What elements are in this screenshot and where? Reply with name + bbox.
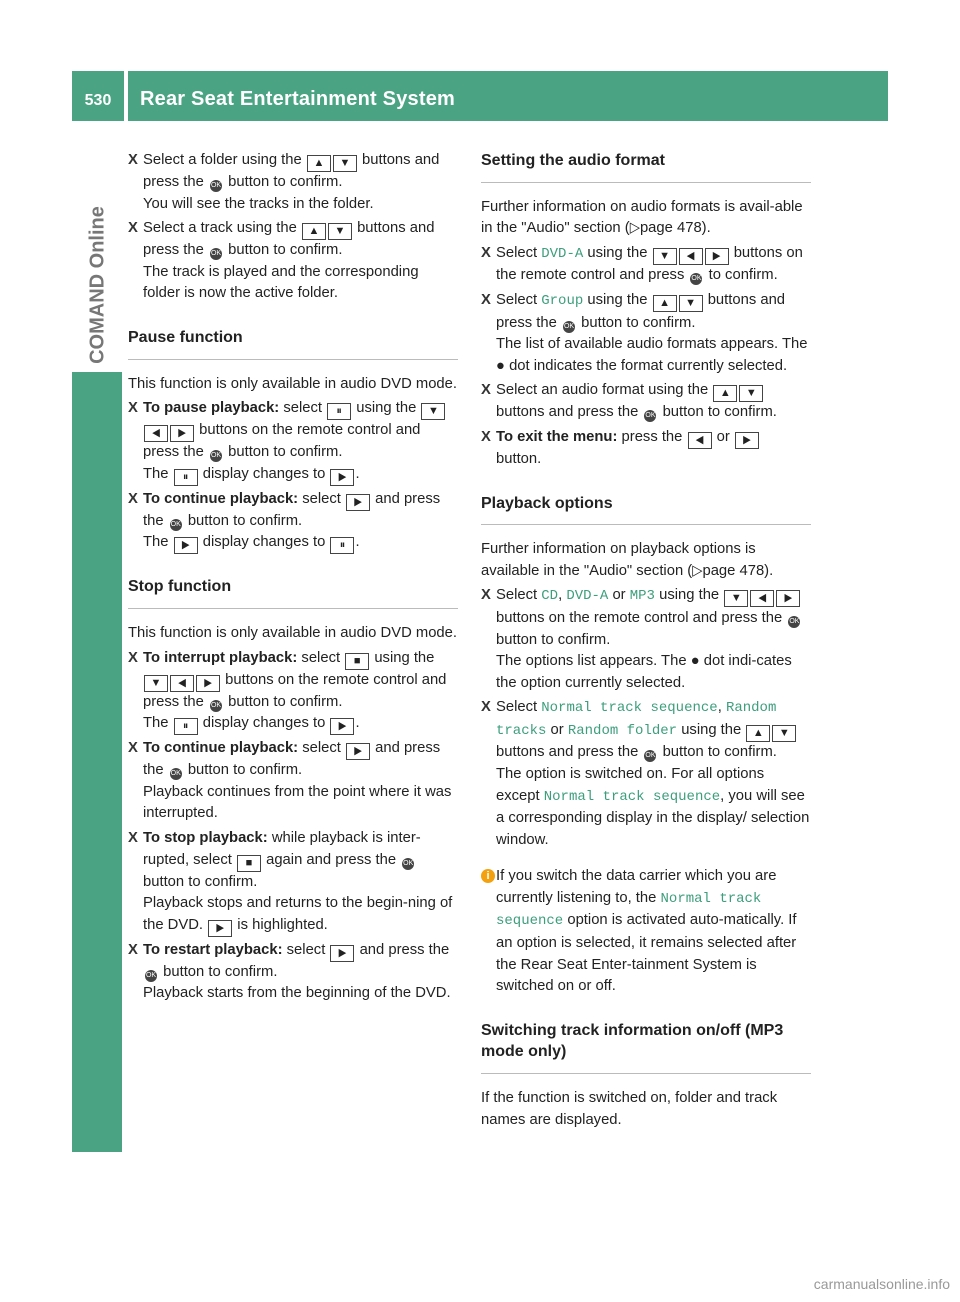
down-button-icon: ▼ — [772, 725, 796, 742]
audio-intro: Further information on audio formats is avail-able in the "Audio" section (▷page 478). — [481, 198, 803, 237]
chapter-title: Rear Seat Entertainment System — [140, 88, 456, 110]
up-button-icon: ▲ — [307, 155, 331, 172]
step-select-track-sequence: X Select Normal track sequence, Random tracks or Random folder using the ▲ ▼ buttons and press the OK button to confirm. The option is switched on. For all options except Normal track sequence, you will see a corresponding display in the display/ selection window. — [481, 699, 810, 848]
section-heading-playback-options: Playback options — [481, 493, 811, 526]
side-tab-label: COMAND Online — [86, 206, 109, 364]
right-button-icon: ▶ — [776, 590, 800, 607]
ok-button-icon: OK — [170, 768, 182, 780]
down-button-icon: ▼ — [679, 295, 703, 312]
playback-intro: Further information on playback options is available in the "Audio" section (▷page 478). — [481, 541, 774, 579]
pause-button-icon: ⏸ — [174, 469, 198, 486]
left-button-icon: ◀ — [688, 432, 712, 449]
down-button-icon: ▼ — [144, 675, 168, 692]
step-continue-playback: X To continue playback: select ▶ and press the OK button to confirm. The ▶ display changes to ⏸ . — [128, 489, 458, 555]
ok-button-icon: OK — [210, 450, 222, 462]
arrow-icon: X — [128, 152, 138, 168]
up-button-icon: ▲ — [653, 295, 677, 312]
right-button-icon: ▶ — [196, 675, 220, 692]
play-button-icon: ▶ — [330, 469, 354, 486]
up-button-icon: ▲ — [713, 385, 737, 402]
ok-button-icon: OK — [563, 321, 575, 333]
step-continue-playback-2: X To continue playback: select ▶ and press the OK button to confirm. Playback continues from the point where it was interrupted. — [128, 740, 452, 822]
step-exit-menu: X To exit the menu: press the ◀ or ▶ button. — [481, 427, 811, 471]
ok-button-icon: OK — [644, 410, 656, 422]
arrow-icon: X — [128, 829, 138, 846]
stop-button-icon: ■ — [237, 855, 261, 872]
stop-intro: This function is only available in audio DVD mode. — [128, 624, 457, 641]
header-divider — [124, 71, 128, 121]
step-stop-playback: X To stop playback: while playback is inter-rupted, select ■ again and press the OK button to confirm. Playback stops and returns to the begin-ning of the DVD. ▶ is highlighted. — [128, 828, 458, 937]
down-button-icon: ▼ — [739, 385, 763, 402]
step-select-source: X Select CD, DVD-A or MP3 using the ▼ ◀ ▶ buttons on the remote control and press the OK button to confirm. The options list appears. The ● dot indi-cates the option currently selected. — [481, 587, 800, 691]
left-column — [128, 150, 458, 1008]
ok-button-icon: OK — [145, 970, 157, 982]
step-select-group: X Select Group using the ▲ ▼ buttons and press the OK button to confirm. The list of available audio formats appears. The ● dot indicates the format currently selected. — [481, 291, 808, 374]
right-column — [481, 150, 811, 1134]
play-button-icon: ▶ — [330, 718, 354, 735]
ok-button-icon: OK — [644, 750, 656, 762]
play-button-icon: ▶ — [174, 537, 198, 554]
page-number: 530 — [84, 92, 112, 109]
arrow-icon: X — [128, 941, 138, 958]
step-select-audio-format: X Select an audio format using the ▲ ▼ buttons and press the OK button to confirm. — [481, 382, 777, 421]
step-pause-playback: X To pause playback: select ⏸ using the ▼◀ ▶ buttons on the remote control and press the OK button to confirm. The ⏸ display changes to ▶ . — [128, 398, 458, 486]
ok-button-icon: OK — [788, 616, 800, 628]
pause-button-icon: ⏸ — [330, 537, 354, 554]
step-select-dvd-a: X Select DVD-A using the ▼ ◀ ▶ buttons on the remote control and press OK to confirm. — [481, 244, 803, 284]
section-heading-stop: Stop function — [128, 576, 458, 609]
ok-button-icon: OK — [690, 273, 702, 285]
left-button-icon: ◀ — [144, 425, 168, 442]
arrow-icon: X — [481, 587, 491, 604]
play-button-icon: ▶ — [208, 920, 232, 937]
play-button-icon: ▶ — [330, 945, 354, 962]
arrow-icon: X — [481, 699, 491, 716]
page-ref-icon: ▷ — [629, 220, 640, 237]
arrow-icon: X — [128, 400, 138, 417]
ok-button-icon: OK — [170, 519, 182, 531]
step-select-track: X Select a track using the ▲ ▼ buttons and press the OK button to confirm. The track is played and the corresponding folder is now the active folder. — [128, 220, 435, 302]
stop-button-icon: ■ — [345, 653, 369, 670]
info-note: i If you switch the data carrier which you are currently listening to, the Normal track sequence option is activated auto-matically. If an option is selected, it remains selected after the Rear Seat Enter-tainment System is switched on or off. — [481, 866, 811, 998]
play-button-icon: ▶ — [346, 494, 370, 511]
left-button-icon: ◀ — [750, 590, 774, 607]
arrow-icon: X — [128, 649, 138, 666]
section-heading-audio-format: Setting the audio format — [481, 150, 811, 183]
info-icon: i — [481, 869, 495, 883]
down-button-icon: ▼ — [724, 590, 748, 607]
arrow-icon: X — [128, 220, 138, 237]
arrow-icon: X — [481, 428, 491, 445]
play-button-icon: ▶ — [346, 743, 370, 760]
down-button-icon: ▼ — [653, 248, 677, 265]
down-button-icon: ▼ — [333, 155, 357, 172]
ok-button-icon: OK — [210, 700, 222, 712]
dot-icon: ● — [496, 357, 505, 374]
left-button-icon: ◀ — [679, 248, 703, 265]
step-interrupt-playback: X To interrupt playback: select ■ using the ▼ ◀ ▶ buttons on the remote control and press the OK button to confirm. The ⏸ display changes to ▶ . — [128, 648, 458, 736]
pause-button-icon: ⏸ — [174, 718, 198, 735]
down-button-icon: ▼ — [328, 223, 352, 240]
track-info-text: If the function is switched on, folder and track names are displayed. — [481, 1089, 778, 1128]
pause-button-icon: ⏸ — [327, 403, 351, 420]
pause-intro: This function is only available in audio DVD mode. — [128, 375, 457, 392]
ok-button-icon: OK — [210, 248, 222, 260]
step-restart-playback: X To restart playback: select ▶ and press the OK button to confirm. Playback starts from the beginning of the DVD. — [128, 941, 451, 1002]
up-button-icon: ▲ — [302, 223, 326, 240]
step-select-folder: X Select a folder using the ▲ ▼ buttons and press the OK button to confirm. You will see the tracks in the folder. — [128, 152, 440, 212]
arrow-icon: X — [481, 244, 491, 261]
right-button-icon: ▶ — [705, 248, 729, 265]
down-button-icon: ▼ — [421, 403, 445, 420]
ok-button-icon: OK — [402, 858, 414, 870]
arrow-icon: X — [481, 382, 491, 399]
arrow-icon: X — [481, 291, 491, 308]
left-button-icon: ◀ — [170, 675, 194, 692]
right-button-icon: ▶ — [735, 432, 759, 449]
right-button-icon: ▶ — [170, 425, 194, 442]
side-tab-marker — [72, 372, 122, 1152]
arrow-icon: X — [128, 740, 138, 757]
dot-icon: ● — [690, 653, 700, 670]
up-button-icon: ▲ — [746, 725, 770, 742]
arrow-icon: X — [128, 490, 138, 507]
page-ref-icon: ▷ — [692, 562, 703, 579]
ok-button-icon: OK — [210, 180, 222, 192]
watermark: carmanualsonline.info — [813, 1276, 950, 1292]
section-heading-track-info: Switching track information on/off (MP3 mode only) — [481, 1020, 811, 1074]
section-heading-pause: Pause function — [128, 327, 458, 360]
